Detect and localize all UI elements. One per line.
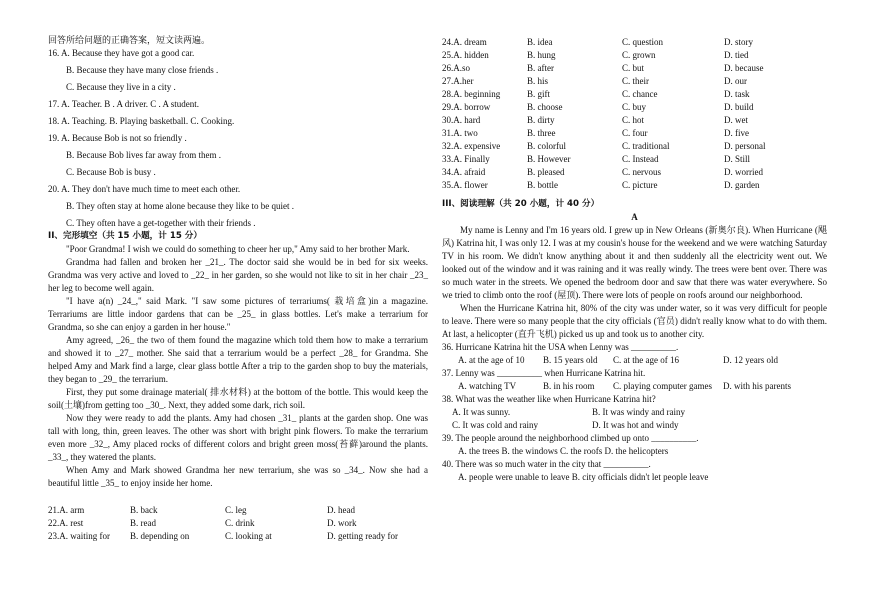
cloze-options-row (442, 166, 827, 179)
section-2-heading: II、完形填空（共 15 小题，计 15 分） (48, 231, 202, 241)
cloze-option: C. their (622, 76, 649, 86)
cloze-options-row (442, 127, 827, 140)
q17: 17. A. Teacher. B . A driver. C . A student. (48, 99, 199, 109)
cloze-option: B. hung (527, 50, 556, 60)
cloze-option: 35.A. flower (442, 180, 488, 190)
cloze-option: D. wet (724, 115, 748, 125)
cloze-option: B. idea (527, 37, 553, 47)
cloze-option: C. question (622, 37, 664, 47)
option-23d: D. getting ready for (327, 531, 398, 541)
reading-part-a-label: A (631, 212, 638, 222)
cloze-option: C. buy (622, 102, 647, 112)
q16-option-b: B. Because they have many close friends . (66, 65, 219, 75)
option-21b: B. back (130, 505, 158, 515)
cloze-paragraph-1: "Poor Grandma! I wish we could do something to cheer her up," Amy said to her brother Mark. (66, 244, 410, 254)
q36-option-c: C. at the age of 16 (613, 355, 679, 365)
q16-stem: 16. A. Because they have got a good car. (48, 48, 195, 58)
cloze-option: 25.A. hidden (442, 50, 489, 60)
cloze-option: B. pleased (527, 167, 565, 177)
cloze-option: C. picture (622, 180, 658, 190)
cloze-options-row (442, 101, 827, 114)
q36-option-d: D. 12 years old (723, 355, 778, 365)
cloze-option: D. because (724, 63, 764, 73)
reading-paragraph-1: My name is Lenny and I'm 16 years old. I grew up in New Orleans (新奥尔良). When Hurricane (飓风) Katrina hit, I was only 12. I was at my cousin's house for the weekend and we were watching Saturday TV in his room. We didn't know anything about it and then suddenly all the electricity went out. We looked out of the window and it was raining and it was really windy. The trees were bent over. There was so much water in the streets. We opened the bedroom door and saw that there was water everywhere. So we tried to climb onto the roof (屋顶). There were lots of people on roofs around our neighborhood. (442, 225, 827, 300)
cloze-option: B. bottle (527, 180, 558, 190)
q20-stem: 20. A. They don't have much time to meet each other. (48, 184, 241, 194)
cloze-option: 26.A.so (442, 63, 471, 73)
section-3-heading: III、阅读理解（共 20 小题，计 40 分） (442, 199, 600, 209)
q40-options: A. people were unable to leave B. city officials didn't let people leave (458, 472, 709, 482)
left-column (48, 34, 428, 543)
cloze-option: C. hot (622, 115, 645, 125)
cloze-option: 24.A. dream (442, 37, 487, 47)
cloze-options-23 (48, 530, 428, 543)
cloze-option: B. choose (527, 102, 563, 112)
option-22a: 22.A. rest (48, 518, 84, 528)
cloze-options-row (442, 62, 827, 75)
cloze-options-21 (48, 504, 428, 517)
cloze-option: 34.A. afraid (442, 167, 486, 177)
cloze-option: 30.A. hard (442, 115, 481, 125)
cloze-option: C. nervous (622, 167, 661, 177)
q37-options (442, 380, 827, 393)
cloze-option: 29.A. borrow (442, 102, 491, 112)
cloze-paragraph-6: Now they were ready to add the plants. Amy had chosen _31_ plants at the garden shop. One was tall with long, thin, green leaves. The other was short with bright pink flowers. To make the terrarium even more _32_, Amy placed rocks of different colors and bright green moss(苔藓)around the plants. _33_, they watered the plants. (48, 413, 428, 462)
q38-option-b: B. It was windy and rainy (592, 407, 685, 417)
q18: 18. A. Teaching. B. Playing basketball. C. Cooking. (48, 116, 235, 126)
cloze-option: D. our (724, 76, 747, 86)
q37-option-a: A. watching TV (458, 381, 517, 391)
q38-option-c: C. It was cold and rainy (452, 420, 538, 430)
cloze-option: B. his (527, 76, 549, 86)
q19-option-c: C. Because Bob is busy . (66, 167, 156, 177)
cloze-option: C. grown (622, 50, 656, 60)
q16-option-c: C. Because they live in a city . (66, 82, 176, 92)
cloze-option: 27.A.her (442, 76, 474, 86)
right-column (442, 36, 827, 484)
q36-options (442, 354, 827, 367)
cloze-option: D. personal (724, 141, 766, 151)
cloze-option: C. traditional (622, 141, 670, 151)
option-22b: B. read (130, 518, 156, 528)
q40-stem: 40. There was so much water in the city that __________. (442, 459, 651, 469)
cloze-option: B. colorful (527, 141, 566, 151)
q38-options (442, 406, 827, 432)
cloze-options-24-35 (442, 36, 827, 192)
cloze-option: B. However (527, 154, 571, 164)
cloze-option: B. gift (527, 89, 551, 99)
cloze-paragraph-7: When Amy and Mark showed Grandma her new terrarium, she was so _34_. Now she had a beautiful little _35_ to enjoy inside her home. (48, 465, 428, 488)
q36-stem: 36. Hurricane Katrina hit the USA when Lenny was __________. (442, 342, 679, 352)
cloze-options-row (442, 36, 827, 49)
reading-paragraph-2: When the Hurricane Katrina hit, 80% of the city was under water, so it was very difficult for people to leave. There were so many people that the city officials (官员) didn't really know what to do with them. At last, a helicopter (直升飞机) picked us up and took us to another city. (442, 303, 827, 339)
cloze-option: C. but (622, 63, 645, 73)
q37-option-b: B. in his room (543, 381, 595, 391)
cloze-options-row (442, 179, 827, 192)
cloze-paragraph-5: First, they put some drainage material( 排水材料) at the bottom of the bottle. This would keep the soil(土壤)from getting too _30_. Next, they added some dark, rich soil. (48, 387, 428, 410)
q36-option-b: B. 15 years old (543, 355, 598, 365)
q38-stem: 38. What was the weather like when Hurricane Katrina hit? (442, 394, 656, 404)
q38-option-d: D. It was hot and windy (592, 420, 679, 430)
cloze-options-row (442, 75, 827, 88)
cloze-option: D. garden (724, 180, 760, 190)
listening-intro: 回答所给问题的正确答案，短文读两遍。 (48, 35, 211, 45)
cloze-options-row (442, 88, 827, 101)
q37-option-c: C. playing computer games (613, 381, 712, 391)
q38-option-a: A. It was sunny. (452, 407, 511, 417)
cloze-option: B. three (527, 128, 556, 138)
cloze-option: 33.A. Finally (442, 154, 490, 164)
option-23b: B. depending on (130, 531, 190, 541)
cloze-option: B. after (527, 63, 554, 73)
cloze-options-22 (48, 517, 428, 530)
cloze-options-row (442, 140, 827, 153)
cloze-paragraph-4: Amy agreed, _26_ the two of them found the magazine which told them how to make a terrarium and showed it to _27_ mother. She said that a terrarium would be a perfect _28_ for Grandma. She helped Amy and Mark find a large, clear glass bottle After a trip to the garden shop to buy the materials, they began to _29_ the terrarium. (48, 335, 428, 384)
option-21a: 21.A. arm (48, 505, 85, 515)
cloze-option: C. Instead (622, 154, 659, 164)
cloze-option: C. chance (622, 89, 658, 99)
cloze-option: 31.A. two (442, 128, 478, 138)
option-23c: C. looking at (225, 531, 272, 541)
cloze-option: D. tied (724, 50, 749, 60)
cloze-option: 28.A. beginning (442, 89, 501, 99)
cloze-option: D. task (724, 89, 750, 99)
cloze-paragraph-2: Grandma had fallen and broken her _21_. The doctor said she would be in bed for six weeks. Grandma was very active and loved to _22_ in her garden, so she would not like to sit in her chair _23_ her leg to become well again. (48, 257, 428, 293)
cloze-option: D. worried (724, 167, 763, 177)
q20-option-b: B. They often stay at home alone because they like to be quiet . (66, 201, 295, 211)
cloze-option: D. build (724, 102, 754, 112)
cloze-option: D. five (724, 128, 749, 138)
cloze-option: B. dirty (527, 115, 555, 125)
option-21d: D. head (327, 505, 355, 515)
q19-option-b: B. Because Bob lives far away from them . (66, 150, 221, 160)
cloze-options-row (442, 49, 827, 62)
option-21c: C. leg (225, 505, 247, 515)
q37-option-d: D. with his parents (723, 381, 791, 391)
option-23a: 23.A. waiting for (48, 531, 110, 541)
cloze-option: C. four (622, 128, 648, 138)
option-22d: D. work (327, 518, 357, 528)
q39-stem: 39. The people around the neighborhood climbed up onto __________. (442, 433, 699, 443)
cloze-option: D. story (724, 37, 753, 47)
q36-option-a: A. at the age of 10 (458, 355, 525, 365)
q20-option-c: C. They often have a get-together with their friends . (66, 218, 256, 228)
option-22c: C. drink (225, 518, 255, 528)
cloze-options-row (442, 153, 827, 166)
q37-stem: 37. Lenny was __________ when Hurricane Katrina hit. (442, 368, 646, 378)
cloze-options-row (442, 114, 827, 127)
q19-stem: 19. A. Because Bob is not so friendly . (48, 133, 187, 143)
q39-options: A. the trees B. the windows C. the roofs D. the helicopters (458, 446, 669, 456)
cloze-paragraph-3: "I have a(n) _24_," said Mark. "I saw some pictures of terrariums( 栽培盒)in a magazine. Terrariums are little indoor gardens that can be _25_ in glass bottles. Let's make a terrarium for Grandma, so she can enjoy a garden in her house." (48, 296, 428, 332)
cloze-option: D. Still (724, 154, 751, 164)
cloze-option: 32.A. expensive (442, 141, 501, 151)
